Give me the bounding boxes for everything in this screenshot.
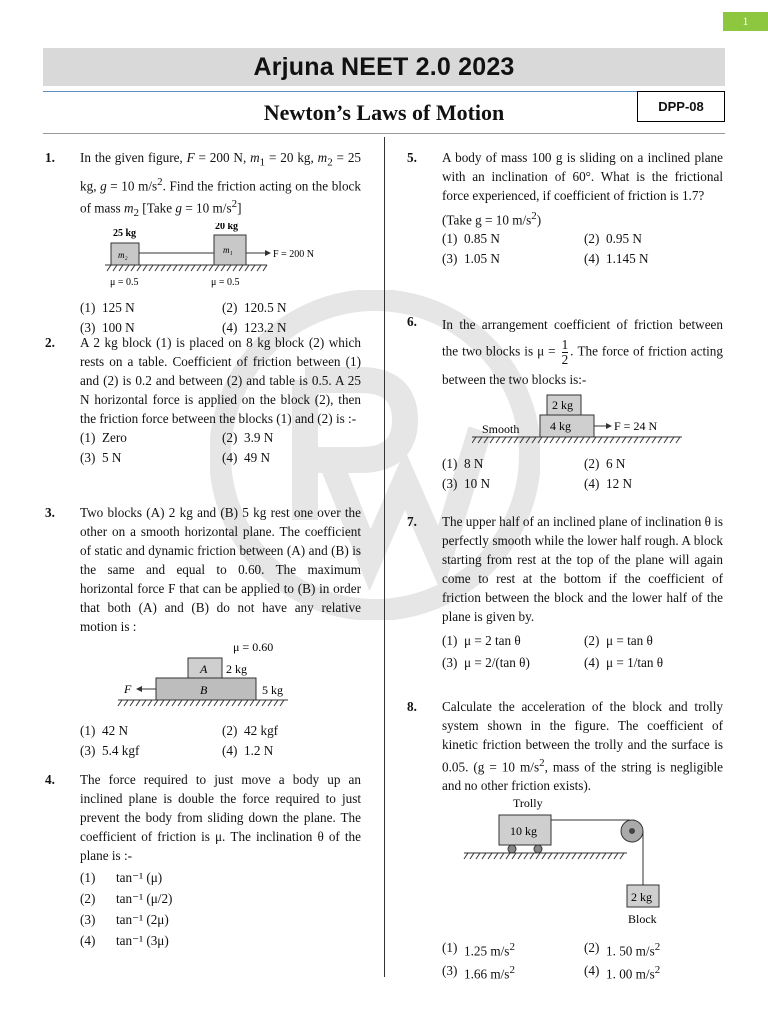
options: (1) 42 N (2) 42 kgf (3) 5.4 kgf (4) 1.2 N [80,721,361,760]
options: (1) 8 N (2) 6 N (3) 10 N (4) 12 N [442,454,723,493]
option-1[interactable]: 8 N [464,456,484,471]
question-text: In the arrangement coefficient of friction between the two blocks is μ = $\frac{1}{2}$ . The force of friction acting between the two blocks is:- [442,317,723,387]
options: (1) 0.85 N (2) 0.95 N (3) 1.05 N (4) 1.145 N [442,229,723,268]
question-text: Calculate the acceleration of the block and trolly system shown in the figure. The coefficient of kinetic friction between the trolly and the surface is 0.05. (g = 10 $m/s^2$, mass of the string is negligible and no other friction exists). [442,699,723,794]
question-7 [407,512,723,674]
option-3[interactable]: 1.66 $m/s^2$ [464,964,515,982]
question-4 [45,770,361,951]
question-2 [45,333,361,467]
question-number: 8. [407,699,417,714]
question-note: (Take g = 10 $m/s^2$) [442,210,542,228]
question-number: 1. [45,150,55,165]
mu-label: μ = 0.60 [233,640,274,654]
option-3[interactable]: 5 N [102,449,122,465]
option-2[interactable]: 42 kgf [244,723,279,738]
option-2[interactable]: 6 N [606,456,626,471]
option-3[interactable]: 1.05 N [464,250,500,266]
block-b-mass: 5 kg [262,683,283,697]
force-label: F = 200 N [273,249,314,261]
page-number: 1 [723,12,768,31]
q6-figure [472,393,712,455]
question-text: Two blocks (A) 2 kg and (B) 5 kg rest one over the other on a smooth horizontal plane. The coefficient of static and dynamic friction between (A) and (B) is the same and equal to 0.60. The maximum horizontal force F that can be applied to (B) in order that both (A) and (B) do not have any relative motion is : [80,505,361,634]
question-text: A body of mass 100 g is sliding on a inclined plane with an inclination of 60°. What is the frictional force experienced, if coefficient of friction is 1.7? [442,150,723,203]
block-mass: 2 kg [631,890,652,905]
option-2[interactable]: tan⁻¹ (μ/2) [116,891,173,906]
mu-right-label: μ = 0.5 [211,277,240,289]
question-8 [407,697,723,984]
options: (1) 1.25 $m/s^2$ (2) 1. 50 $m/s^2$ (3) 1.66 $m/s^2$ (4) 1. 00 $m/s^2$ [442,938,723,984]
q1-figure [105,223,345,293]
option-3[interactable]: 10 N [464,475,491,491]
option-4[interactable]: 1.2 N [244,742,274,758]
question-number: 4. [45,772,55,787]
question-5 [407,148,723,268]
options: (1) Zero (2) 3.9 N (3) 5 N (4) 49 N [80,428,361,467]
question-6 [407,312,723,493]
option-2[interactable]: 3.9 N [244,430,274,445]
bottom-block-mass: 4 kg [550,419,571,433]
option-1[interactable]: 1.25 $m/s^2$ [464,941,515,959]
option-1[interactable]: μ = 2 tan θ [464,633,521,648]
question-1 [45,148,362,337]
option-4[interactable]: 1.145 N [606,250,649,266]
question-text: A 2 kg block (1) is placed on 8 kg block (2) which rests on a table. Coefficient of friction between (1) and (2) is 0.2 and between (2) and table is 0.5. A 25 N horizontal force is applied on the block (2), then the friction force between the blocks (1) and (2) is :- [80,335,361,426]
trolly-mass: 10 kg [510,824,537,839]
block-a-label: A [200,662,208,676]
top-block-mass: 2 kg [552,398,573,412]
question-text: In the given figure, F = 200 N, $m_1 = 20$ kg, $m_2 = 25$ kg, g = 10 $m/s^2$. Find the friction acting on the block of mass $m_2$ [Take g = 10 $m/s^2$] [80,150,362,220]
question-number: 7. [407,514,417,529]
question-number: 2. [45,335,55,350]
options: (1) tan⁻¹ (μ) (2) tan⁻¹ (μ/2) (3) tan⁻¹ (2μ) (4) tan⁻¹ (3μ) [80,867,361,951]
option-4[interactable]: 49 N [244,449,271,465]
fraction: $\frac{1}{2}$ [561,337,569,367]
question-text: The upper half of an inclined plane of inclination θ is perfectly smooth while the lower half rough. A block starting from rest at the top of the plane will again come to rest at the bottom if the coefficient of friction between the block and the lower half of the plane is given by. [442,514,723,624]
question-number: 6. [407,314,417,329]
options: (1) μ = 2 tan θ (2) μ = tan θ (3) μ = 2/(tan θ) (4) μ = 1/tan θ [442,630,723,674]
q8-figure [442,795,702,933]
document-title: Arjuna NEET 2.0 2023 [43,48,725,86]
option-3[interactable]: μ = 2/(tan θ) [464,655,530,670]
divider [43,133,725,134]
q3-figure [98,636,318,716]
question-text: The force required to just move a body up an inclined plane is double the force required to just prevent the body from sliding down the plane. The coefficient of friction is μ. The inclination θ of the plane is :- [80,772,361,863]
option-1[interactable]: 42 N [102,723,129,738]
option-3[interactable]: tan⁻¹ (2μ) [116,912,169,927]
block-a-mass: 2 kg [226,662,247,676]
force-label: F = 24 N [614,419,658,433]
m1-mass-label: 20 kg [215,223,239,233]
option-1[interactable]: tan⁻¹ (μ) [116,870,163,885]
option-4[interactable]: tan⁻¹ (3μ) [116,933,169,948]
surface-label: Smooth [482,422,520,436]
m1-label: m₁ [223,245,233,256]
option-4[interactable]: 12 N [606,475,633,491]
m2-mass-label: 25 kg [113,228,137,240]
option-1[interactable]: 0.85 N [464,231,500,247]
option-3[interactable]: 100 N [102,319,135,335]
block-label: Block [628,912,657,927]
chapter-title: Newton’s Laws of Motion [263,100,505,125]
mu-left-label: μ = 0.5 [110,277,139,289]
option-4[interactable]: 123.2 N [244,319,287,335]
option-4[interactable]: μ = 1/tan θ [606,655,664,670]
m2-label: m₂ [118,250,128,261]
question-number: 3. [45,505,55,520]
option-1[interactable]: 125 N [102,300,135,316]
divider [43,91,725,92]
block-b-label: B [200,683,208,697]
option-2[interactable]: 1. 50 $m/s^2$ [606,941,661,959]
force-label: F [124,682,132,696]
option-2[interactable]: 120.5 N [244,300,287,316]
question-3 [45,503,361,760]
options: (1) 125 N (2) 120.5 N (3) 100 N (4) 123.2 N [80,298,361,337]
trolly-label: Trolly [513,796,543,811]
option-1[interactable]: Zero [102,430,127,445]
option-3[interactable]: 5.4 kgf [102,742,140,758]
option-2[interactable]: 0.95 N [606,231,642,247]
question-number: 5. [407,150,417,165]
option-4[interactable]: 1. 00 $m/s^2$ [606,964,661,982]
dpp-badge: DPP-08 [637,91,725,122]
option-2[interactable]: μ = tan θ [606,633,653,648]
